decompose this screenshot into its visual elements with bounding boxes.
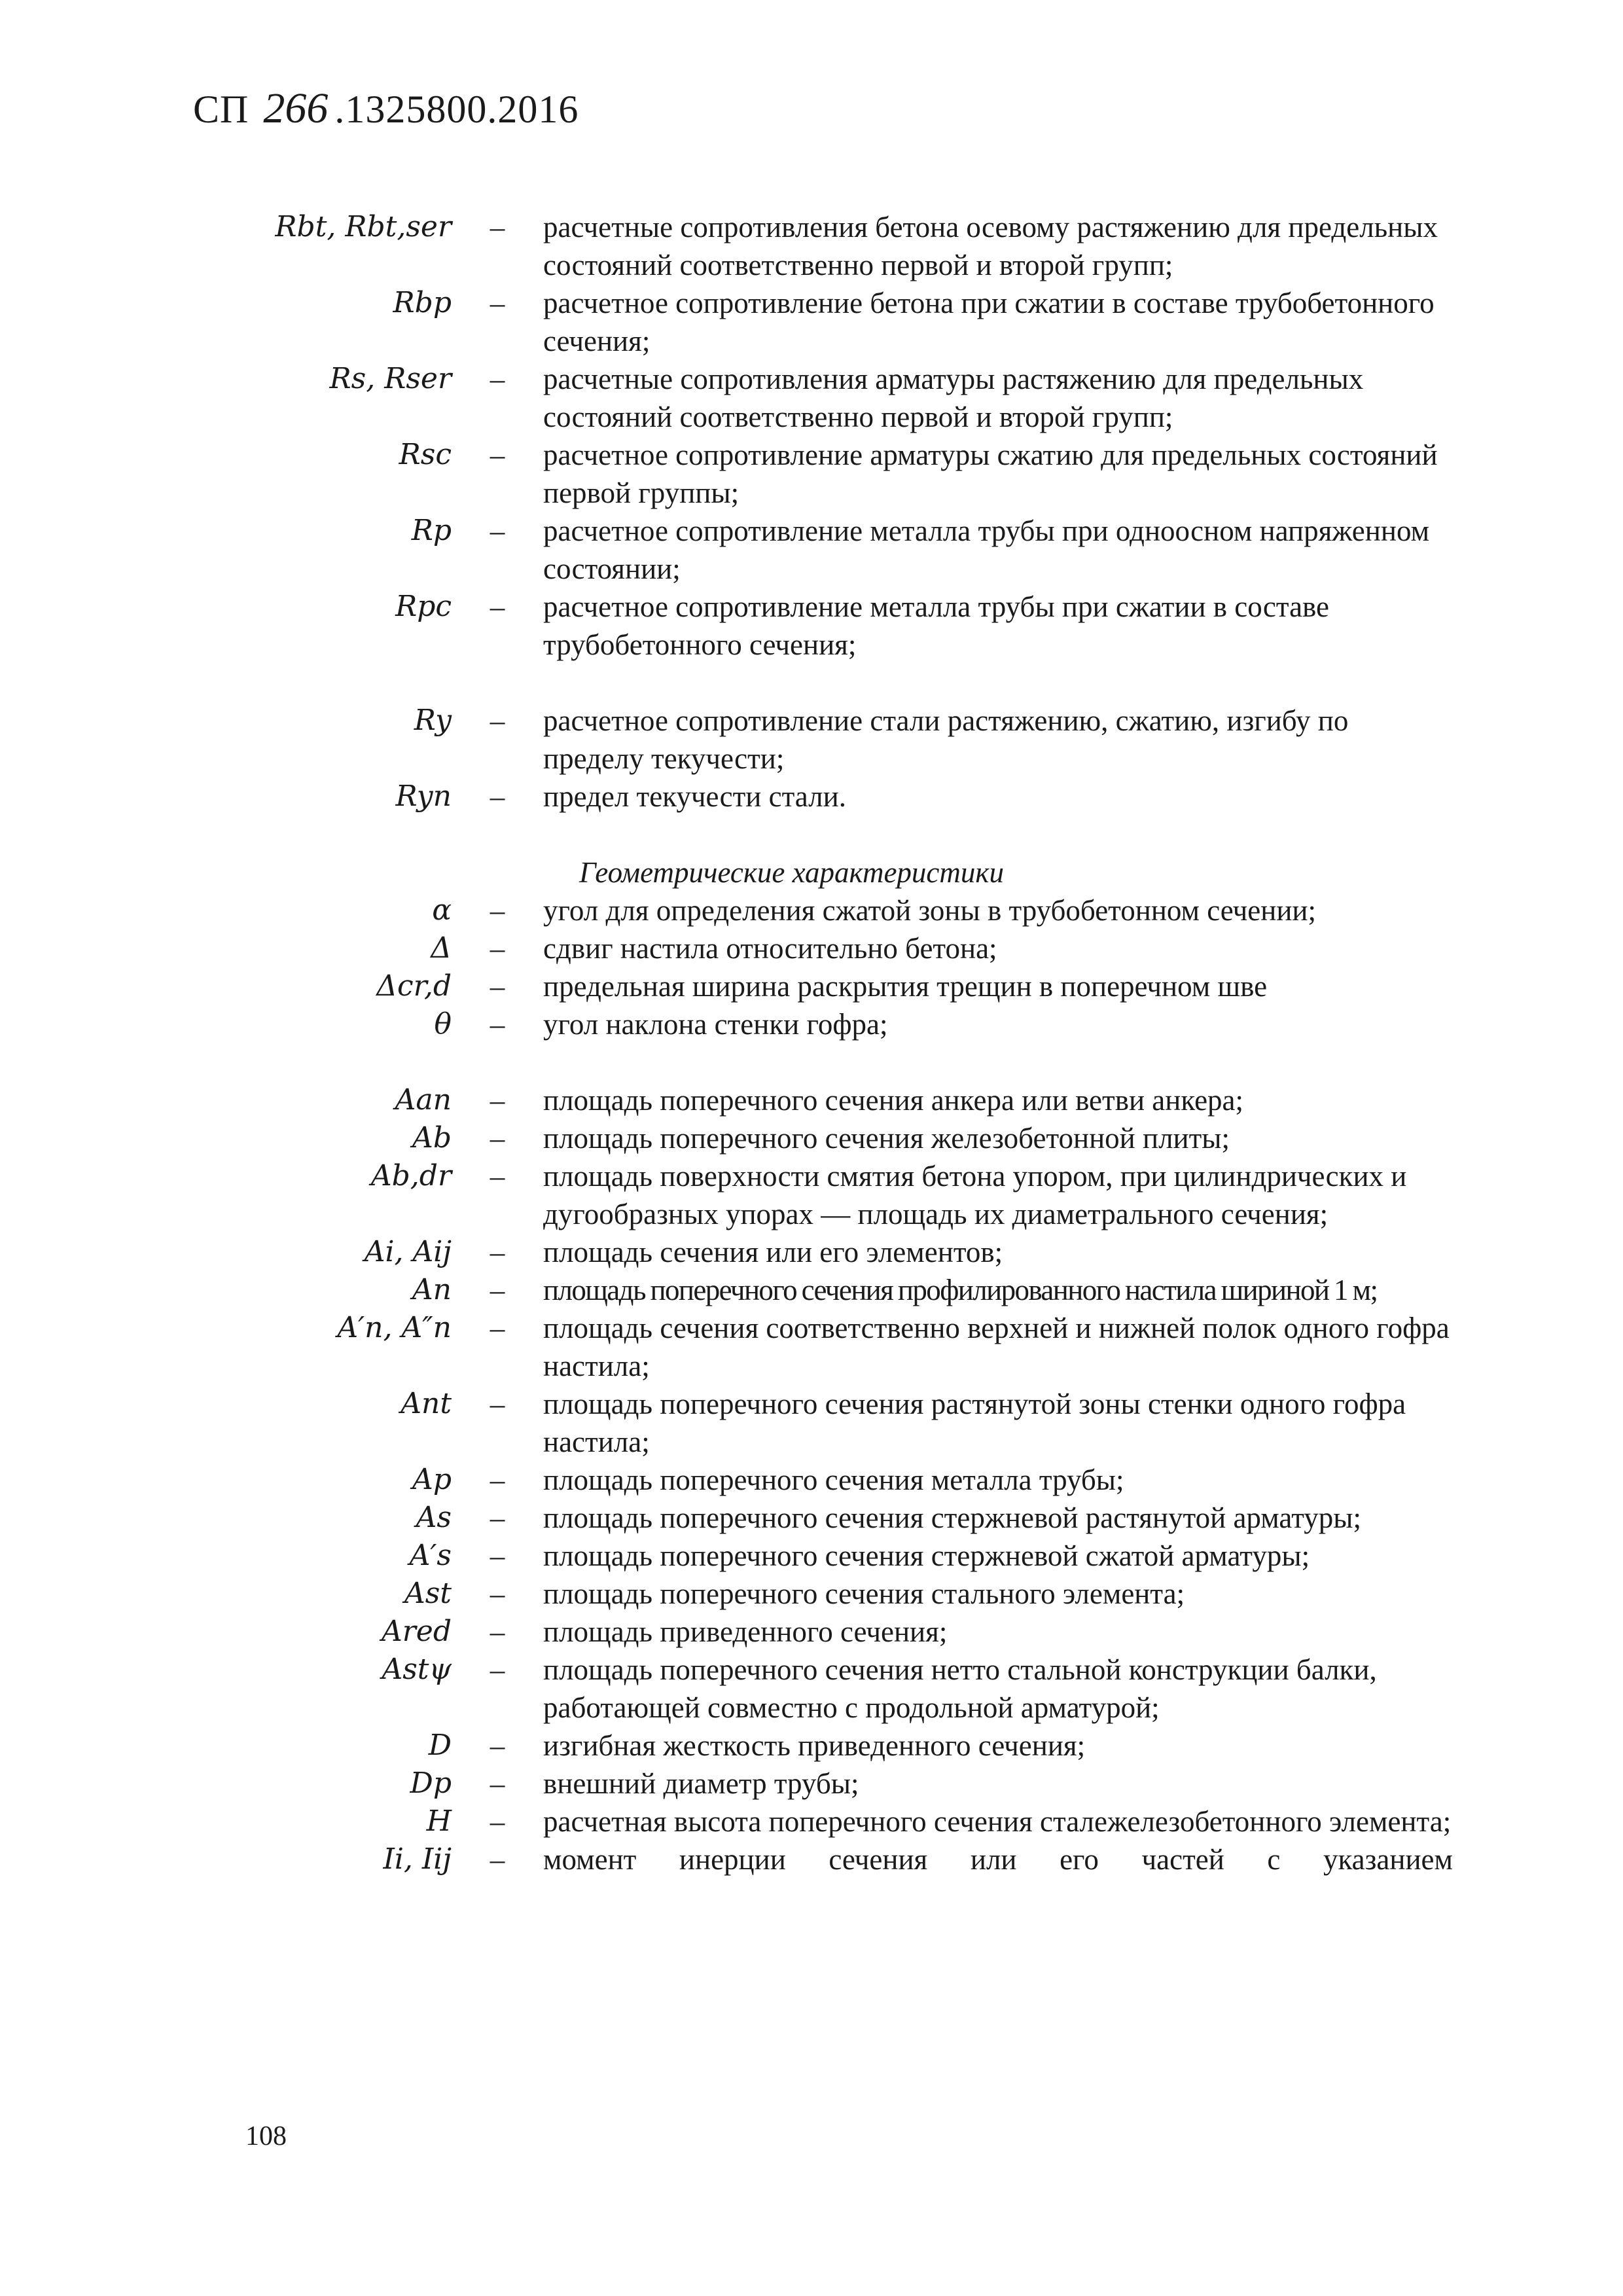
definition-row	[0, 1119, 1623, 1157]
handwritten-number: 266	[263, 84, 329, 132]
definition-row	[0, 1803, 1623, 1840]
definition-row	[0, 1651, 1623, 1727]
spacer	[0, 816, 1623, 853]
spacer	[0, 1043, 1623, 1081]
definition-text: расчетная высота поперечного сечения сталежелезобетонного элемента;	[543, 1805, 1452, 1838]
definition-dash: –	[490, 704, 505, 737]
definition-dash: –	[490, 894, 505, 927]
definition-symbol: Ryn	[395, 780, 452, 813]
definition-symbol: Ap	[412, 1463, 452, 1496]
definition-symbol: A′s	[409, 1539, 452, 1572]
definition-dash: –	[490, 1274, 505, 1306]
definition-symbol: Ared	[381, 1615, 452, 1648]
definition-text: изгибная жесткость приведенного сечения;	[543, 1729, 1086, 1762]
definition-text: площадь поперечного сечения стального элемента;	[543, 1577, 1185, 1610]
definition-dash: –	[490, 932, 505, 965]
definition-row	[0, 891, 1623, 929]
definition-symbol: Astψ	[382, 1653, 452, 1686]
definition-symbol: Rs, Rser	[329, 362, 452, 395]
definition-symbol: As	[416, 1501, 452, 1534]
definition-dash: –	[490, 1843, 505, 1876]
definition-symbol: Aan	[395, 1083, 452, 1117]
definition-text: расчетное сопротивление металла трубы при одноосном напряженном состоянии;	[543, 514, 1430, 585]
definition-symbol: Ry	[414, 704, 452, 737]
definition-text: площадь поперечного сечения стержневой сжатой арматуры;	[543, 1539, 1310, 1572]
definition-symbol: Δ	[431, 931, 452, 965]
definition-dash: –	[490, 1312, 505, 1344]
definition-symbol: Ab,dr	[370, 1159, 452, 1193]
definition-text: предельная ширина раскрытия трещин в поперечном шве	[543, 970, 1268, 1003]
definition-symbol: Ab	[412, 1121, 452, 1155]
definition-text: площадь поперечного сечения растянутой зоны стенки одного гофра настила;	[543, 1388, 1406, 1458]
definition-text: предел текучести стали.	[543, 780, 846, 813]
definition-row	[0, 512, 1623, 588]
header-prefix: СП	[193, 88, 249, 131]
definition-text: момент инерции сечения или его частей с указанием	[543, 1843, 1453, 1876]
definition-text: угол наклона стенки гофра;	[543, 1008, 888, 1041]
definition-row	[0, 1461, 1623, 1499]
definition-symbol: Rpc	[395, 590, 452, 623]
definition-dash: –	[490, 1122, 505, 1155]
definition-text: площадь поперечного сечения профилированного настила шириной 1 м;	[543, 1274, 1378, 1306]
definition-dash: –	[490, 1008, 505, 1041]
definition-row	[0, 1499, 1623, 1537]
document-header	[193, 84, 579, 134]
definition-symbol: Ast	[404, 1577, 452, 1610]
definition-dash: –	[490, 439, 505, 471]
definition-row	[0, 702, 1623, 778]
definition-symbol: H	[426, 1804, 452, 1838]
definition-row	[0, 1081, 1623, 1119]
definition-row	[0, 1575, 1623, 1613]
definition-row	[0, 967, 1623, 1005]
definition-symbol: Rsc	[399, 438, 452, 471]
definition-dash: –	[490, 1160, 505, 1193]
definition-text: расчетное сопротивление металла трубы при сжатии в составе трубобетонного сечения;	[543, 590, 1330, 661]
definition-dash: –	[490, 287, 505, 319]
definition-dash: –	[490, 970, 505, 1003]
definition-dash: –	[490, 1463, 505, 1496]
header-code: .1325800.2016	[334, 88, 579, 131]
definition-symbol: θ	[434, 1007, 452, 1041]
definition-text: площадь поперечного сечения металла трубы;	[543, 1463, 1124, 1496]
definition-symbol: Rbp	[393, 286, 452, 319]
definition-symbol: Δcr,d	[376, 969, 452, 1003]
definition-symbol: Ant	[401, 1387, 452, 1420]
definition-symbol: Rp	[411, 514, 452, 547]
spacer	[0, 664, 1623, 702]
definition-row	[0, 778, 1623, 816]
definition-text: площадь поперечного сечения анкера или ветви анкера;	[543, 1084, 1244, 1117]
definition-text: расчетное сопротивление бетона при сжатии в составе трубобетонного сечения;	[543, 287, 1435, 357]
definition-row	[0, 1005, 1623, 1043]
definition-row	[0, 1233, 1623, 1271]
definition-text: расчетные сопротивления бетона осевому растяжению для предельных состояний соответственно первой и второй групп;	[543, 211, 1438, 281]
definition-dash: –	[490, 363, 505, 395]
definition-text: площадь поперечного сечения железобетонной плиты;	[543, 1122, 1230, 1155]
definition-row	[0, 1271, 1623, 1309]
definition-row	[0, 208, 1623, 284]
definition-dash: –	[490, 514, 505, 547]
definition-text: внешний диаметр трубы;	[543, 1767, 859, 1800]
page-number: 108	[245, 2121, 287, 2151]
definition-text: площадь приведенного сечения;	[543, 1615, 948, 1648]
definition-text: угол для определения сжатой зоны в трубобетонном сечении;	[543, 894, 1317, 927]
definition-text: сдвиг настила относительно бетона;	[543, 932, 997, 965]
definition-symbol: Ii, Iij	[383, 1842, 452, 1876]
definition-row	[0, 1537, 1623, 1575]
section-heading: Геометрические характеристики	[579, 856, 1004, 889]
definition-symbol: Dp	[410, 1767, 452, 1800]
definition-row	[0, 1309, 1623, 1385]
definition-text: площадь сечения или его элементов;	[543, 1236, 1003, 1268]
definition-text: площадь поперечного сечения стержневой растянутой арматуры;	[543, 1501, 1362, 1534]
definition-row	[0, 1385, 1623, 1461]
definition-dash: –	[490, 1615, 505, 1648]
definition-dash: –	[490, 211, 505, 243]
definition-dash: –	[490, 1577, 505, 1610]
definition-symbol: D	[428, 1729, 452, 1762]
definition-dash: –	[490, 1388, 505, 1420]
definition-dash: –	[490, 1653, 505, 1686]
definition-row	[0, 1727, 1623, 1765]
definition-symbol: Ai, Aij	[364, 1235, 452, 1268]
definition-row	[0, 284, 1623, 360]
definition-row	[0, 360, 1623, 436]
definition-symbol: α	[432, 893, 452, 927]
definition-symbol: An	[412, 1273, 452, 1306]
definition-text: площадь сечения соответственно верхней и нижней полок одного гофра настила;	[543, 1312, 1450, 1382]
definition-row	[0, 1765, 1623, 1803]
definition-row	[0, 436, 1623, 512]
definition-row	[0, 1613, 1623, 1651]
definition-dash: –	[490, 1084, 505, 1117]
definition-dash: –	[490, 1539, 505, 1572]
definition-text: расчетные сопротивления арматуры растяжению для предельных состояний соответственно первой и второй групп;	[543, 363, 1364, 433]
definition-row	[0, 588, 1623, 664]
definition-dash: –	[490, 590, 505, 623]
definition-row	[0, 1157, 1623, 1233]
definition-dash: –	[490, 780, 505, 813]
definition-text: расчетное сопротивление арматуры сжатию для предельных состояний первой группы;	[543, 439, 1438, 509]
definition-dash: –	[490, 1236, 505, 1268]
definition-dash: –	[490, 1805, 505, 1838]
definition-symbol: A′n, A″n	[337, 1311, 452, 1344]
definition-symbol: Rbt, Rbt,ser	[275, 210, 452, 243]
definition-text: площадь поверхности смятия бетона упором, при цилиндрических и дугообразных упорах — площадь их диаметрального сечения;	[543, 1160, 1407, 1230]
definition-dash: –	[490, 1501, 505, 1534]
definitions-list	[0, 208, 1623, 1878]
definition-dash: –	[490, 1767, 505, 1800]
definition-row	[0, 929, 1623, 967]
definition-row	[0, 1840, 1623, 1878]
definition-dash: –	[490, 1729, 505, 1762]
definition-text: расчетное сопротивление стали растяжению, сжатию, изгибу по пределу текучести;	[543, 704, 1349, 775]
definition-text: площадь поперечного сечения нетто стальной конструкции балки, работающей совместно с продольной арматурой;	[543, 1653, 1377, 1724]
